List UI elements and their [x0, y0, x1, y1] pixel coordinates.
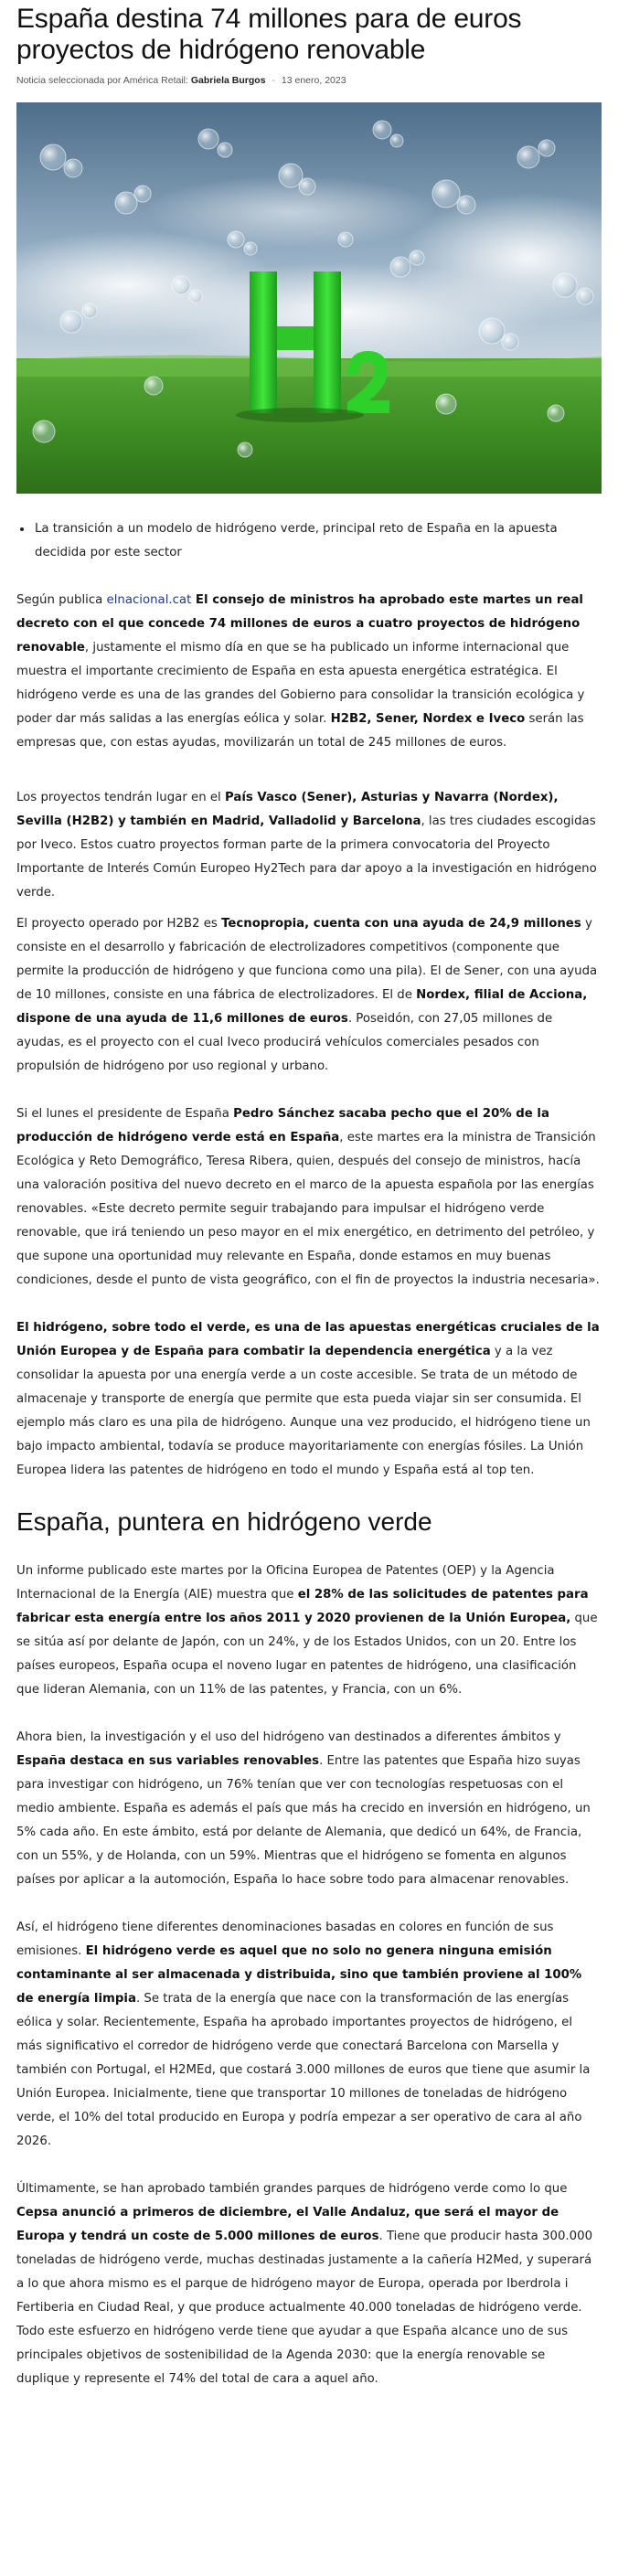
p4-text-1: Si el lunes el presidente de España: [16, 1107, 234, 1121]
p1-bold-1: El consejo de ministros ha aprobado este martes un real decreto con el que concede 74 millones de euros a cuatro proyectos de hidrógeno renovable: [16, 593, 583, 655]
hero-image: [16, 102, 602, 494]
paragraph-5: [16, 1316, 602, 1483]
p1-text-1: Según publica: [16, 593, 107, 607]
paragraph-1: [16, 589, 602, 755]
p5-bold-1: El hidrógeno, sobre todo el verde, es una de las apuestas energéticas cruciales de la Unión Europea y de España para combatir la dependencia energética: [16, 1321, 600, 1358]
p3-text-2: y consiste en el desarrollo y fabricación de electrolizadores competitivos (componente que permite la producción de hidrógeno y que funciona como una pila). El de Sener, con una ayuda de 10 millones, consiste en una fábrica de electrolizadores. El de: [16, 917, 598, 1002]
p4-bold-1: Pedro Sánchez sacaba pecho que el 20% de la producción de hidrógeno verde está en España: [16, 1107, 549, 1144]
p6-text-1: Un informe publicado este martes por la Oficina Europea de Patentes (OEP) y la Agencia Internacional de la Energía (AIE) muestra que: [16, 1564, 555, 1602]
p8-text-1: Así, el hidrógeno tiene diferentes denominaciones basadas en colores en función de sus emisiones.: [16, 1921, 554, 1958]
paragraph-2: [16, 786, 602, 905]
p1-text-3: serán las empresas que, con estas ayudas, movilizarán un total de 245 millones de euros.: [16, 712, 584, 750]
p8-bold-1: El hidrógeno verde es aquel que no solo no genera ninguna emisión contaminante al ser almacenada y distribuida, sino que también proviene al 100% de energía limpia: [16, 1944, 582, 2006]
article-title: España destina 74 millones para de euros proyectos de hidrógeno renovable: [16, 4, 522, 65]
summary-list: [16, 517, 602, 565]
p9-bold-1: Cepsa anunció a primeros de diciembre, el Valle Andaluz, que será el mayor de Europa y tendrá un coste de 5.000 millones de euros: [16, 2206, 559, 2243]
p4-text-2: , este martes era la ministra de Transición Ecológica y Reto Demográfico, Teresa Ribera, quien, después del consejo de ministros, hacía una valoración positiva del nuevo decreto en el marco de la apuesta española por las energías renovables. «Este decreto permite seguir trabajando para impulsar el hidrógeno verde renovable, que irá teniendo un peso mayor en el mix energético, en detrimento del petróleo, y que supone una oportunidad muy relevante en España, donde estamos en muy buenas condiciones, desde el punto de vista geográfico, con el fin de proyectos la industria necesaria».: [16, 1131, 600, 1287]
p3-bold-1: Tecnopropia, cuenta con una ayuda de 24,9 millones: [221, 917, 581, 931]
meta-separator: -: [272, 75, 275, 86]
summary-bullet: • La transición a un modelo de hidrógeno verde, principal reto de España en la apuesta decidida por este sector: [33, 517, 602, 565]
p2-bold-1: País Vasco (Sener), Asturias y Navarra (Nordex), Sevilla (H2B2) y también en Madrid, Valladolid y Barcelona: [16, 791, 559, 828]
p7-text-2: . Entre las patentes que España hizo suyas para investigar con hidrógeno, un 76% tenían que ver con tecnologías respetuosas con el medio ambiente. España es además el país que más ha crecido en inversión en hidrógeno, un 5% cada año. En este ámbito, está por delante de Alemania, que dedicó un 64%, de Francia, con un 55%, y de Holanda, con un 59%. Mientras que el hidrógeno se fomenta en algunos países por aplicar a la automoción, España lo hace sobre todo para almacenar renovables.: [16, 1754, 591, 1887]
p9-text-1: Últimamente, se han aprobado también grandes parques de hidrógeno verde como lo que: [16, 2182, 568, 2196]
p6-bold-1: el 28% de las solicitudes de patentes para fabricar esta energía entre los años 2011 y 2020 provienen de la Unión Europea,: [16, 1588, 589, 1625]
article-meta: [16, 75, 602, 86]
p6-text-2: que se sitúa así por delante de Japón, con un 24%, y de los Estados Unidos, con un 20. Entre los países europeos, España ocupa el noveno lugar en patentes de hidrógeno, una clasificación que lideran Alemania, con un 11% de las patentes, y Francia, con un 6%.: [16, 1612, 598, 1697]
p7-bold-1: España destaca en sus variables renovables: [16, 1754, 320, 1768]
publish-date: 13 enero, 2023: [281, 75, 346, 86]
p8-text-2: . Se trata de la energía que nace con la transformación de las energías eólica y solar. Recientemente, España ha aprobado importantes proyectos de hidrógeno, el más significativo el corredor de hidrógeno verde que conectará Barcelona con Marsella y también con Portugal, el H2MEd, que costará 3.000 millones de euros que tiene que asumir la Unión Europea. Inicialmente, tiene que transportar 10 millones de toneladas de hidrógeno verde, el 10% del total producido en Europa y podría empezar a ser operativo de cara al año 2026.: [16, 1992, 591, 2148]
p7-text-1: Ahora bien, la investigación y el uso del hidrógeno van destinados a diferentes ámbitos y: [16, 1730, 561, 1744]
paragraph-7: [16, 1726, 602, 1892]
p2-text-2: , las tres ciudades escogidas por Iveco. Estos cuatro proyectos forman parte de la primera convocatoria del Proyecto Importante de Interés Común Europeo Hy2Tech para dar apoyo a la investigación en hidrógeno verde.: [16, 814, 597, 899]
paragraph-8: [16, 1916, 602, 2154]
paragraph-6: [16, 1559, 602, 1702]
p3-text-1: El proyecto operado por H2B2 es: [16, 917, 222, 931]
p1-bold-2: H2B2, Sener, Nordex e Iveco: [330, 712, 526, 726]
p3-text-3: . Poseidón, con 27,05 millones de ayudas, es el proyecto con el cual Iveco producirá vehículos comerciales pesados con propulsión de hidrógeno por uso regional y urbano.: [16, 1012, 553, 1073]
paragraph-4: [16, 1102, 602, 1293]
source-link[interactable]: elnacional.cat: [106, 593, 192, 607]
author-name[interactable]: Gabriela Burgos: [190, 75, 266, 86]
meta-prefix: Noticia seleccionada por América Retail:: [16, 75, 188, 86]
p5-text-1: y a la vez consolidar la apuesta por una energía verde a un coste accesible. Se trata de un método de almacenaje y transporte de energía que permite que esta pueda viajar sin ser consumida. El ejemplo más claro es una pila de hidrógeno. Aunque una vez producido, el hidrógeno tiene un bajo impacto ambiental, todavía se produce mayoritariamente con energías fósiles. La Unión Europea lidera las patentes de hidrógeno en todo el mundo y España está al top ten.: [16, 1345, 591, 1477]
p2-text-1: Los proyectos tendrán lugar en el: [16, 791, 225, 804]
article: [0, 4, 618, 2391]
section-heading: España, puntera en hidrógeno verde: [16, 1507, 432, 1536]
p1-text-2: , justamente el mismo día en que se ha publicado un informe internacional que muestra el importante crecimiento de España en esta apuesta energética estratégica. El hidrógeno verde es una de las grandes del Gobierno para consolidar la transición ecológica y poder dar más salidas a las energías eólica y solar.: [16, 641, 585, 726]
paragraph-3: [16, 912, 602, 1079]
paragraph-9: [16, 2177, 602, 2391]
p9-text-2: . Tiene que producir hasta 300.000 toneladas de hidrógeno verde, muchas destinadas justamente a la cañería H2Med, y superará a lo que ahora mismo es el parque de hidrógeno mayor de Europa, operada por Iberdrola i Fertiberia en Ciudad Real, y que produce actualmente 40.000 toneladas de hidrógeno verde. Todo este esfuerzo en hidrógeno verde tiene que ayudar a que España alcance uno de sus principales objetivos de sostenibilidad de la Agenda 2030: que la energía renovable se duplique y represente el 74% del total de cara a aquel año.: [16, 2230, 593, 2386]
p3-bold-2: Nordex, filial de Acciona, dispone de una ayuda de 11,6 millones de euros: [16, 988, 588, 1026]
